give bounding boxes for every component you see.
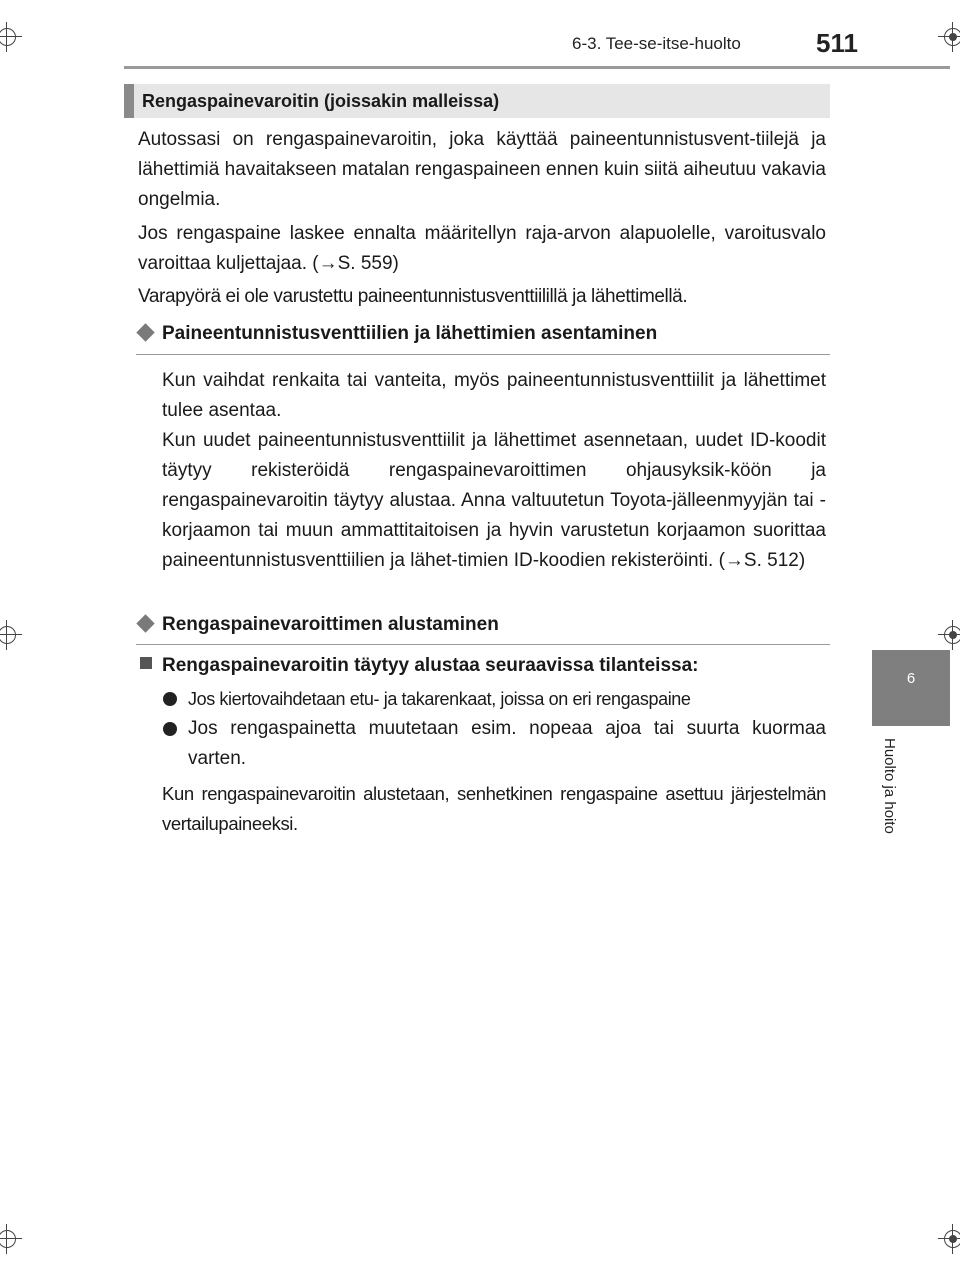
intro-paragraph-2: Jos rengaspaine laskee ennalta määritellyn raja-arvon alapuolelle, varoitusvalo varoittaa kuljettajaa. (→S. 559) <box>138 223 826 274</box>
situation-heading <box>140 655 698 677</box>
crop-mark-mid-right <box>938 620 960 650</box>
header-section-title: 6-3. Tee-se-itse-huolto <box>572 34 741 53</box>
sub1-paragraph-2: Kun uudet paineentunnistusventtiilit ja lähettimet asennetaan, uudet ID-koodit täytyy rekisteröidä rengaspainevaroittimen ohjausyksik-köön ja rengaspainevaroitin täytyy alustaa. Anna valtuutetun Toyota-jälleenmyyjän tai -korjaamon tai muun ammattitaitoisen ja hyvin varustetun korjaamon suorittaa paineentunnistusventtiilien ja lähet-timien ID-koodien rekisteröinti. (→S. 512) <box>162 430 826 571</box>
sub-heading-1-text: Paineentunnistusventtiilien ja lähettimien asentaminen <box>162 323 658 344</box>
list-item-text: Jos rengaspainetta muutetaan esim. nopeaa ajoa tai suurta kuormaa varten. <box>188 718 826 769</box>
diamond-icon <box>136 615 154 633</box>
bullet-dot-icon <box>163 722 177 736</box>
chapter-title-vertical <box>876 738 906 868</box>
chapter-title: Huolto ja hoito <box>881 738 898 834</box>
sub-heading-2-text: Rengaspainevaroittimen alustaminen <box>162 614 499 635</box>
chapter-tab <box>872 650 950 726</box>
list-item <box>162 714 826 774</box>
bullet-dot-icon <box>163 692 177 706</box>
section-title: Rengaspainevaroitin (joissakin malleissa) <box>142 91 500 111</box>
diamond-icon <box>136 324 154 342</box>
crop-mark-bottom-right <box>938 1224 960 1254</box>
crop-mark-top-right <box>938 22 960 52</box>
sub-heading-1-rule <box>136 354 830 355</box>
sub-heading-1 <box>136 323 657 345</box>
list-item-text: Jos kiertovaihdetaan etu- ja takarenkaat, joissa on eri rengaspaine <box>188 689 691 709</box>
list-item <box>162 684 826 714</box>
section-title-box <box>124 84 830 118</box>
sub1-paragraph-1: Kun vaihdat renkaita tai vanteita, myös paineentunnistusventtiilit ja lähettimet tulee asentaa. <box>162 370 826 421</box>
square-bullet-icon <box>140 657 152 669</box>
intro-paragraph-3: Varapyörä ei ole varustettu paineentunnistusventtiilillä ja lähettimellä. <box>138 286 688 307</box>
situation-heading-text: Rengaspainevaroitin täytyy alustaa seuraavissa tilanteissa: <box>162 655 699 676</box>
header-rule <box>124 66 950 69</box>
page-number: 511 <box>816 28 858 58</box>
crop-mark-top-left <box>0 22 22 52</box>
reset-note: Kun rengaspainevaroitin alustetaan, senhetkinen rengaspaine asettuu järjestelmän vertailupaineeksi. <box>162 783 826 834</box>
section-title-accent <box>124 84 134 118</box>
intro-paragraph-1: Autossasi on rengaspainevaroitin, joka käyttää paineentunnistusvent-tiilejä ja lähettimiä havaitakseen matalan rengaspaineen ennen kuin siitä aiheutuu vakavia ongelmia. <box>138 129 826 210</box>
crop-mark-mid-left <box>0 620 22 650</box>
crop-mark-bottom-left <box>0 1224 22 1254</box>
sub-heading-2 <box>136 614 499 636</box>
sub-heading-2-rule <box>136 644 830 645</box>
chapter-number: 6 <box>906 670 916 687</box>
